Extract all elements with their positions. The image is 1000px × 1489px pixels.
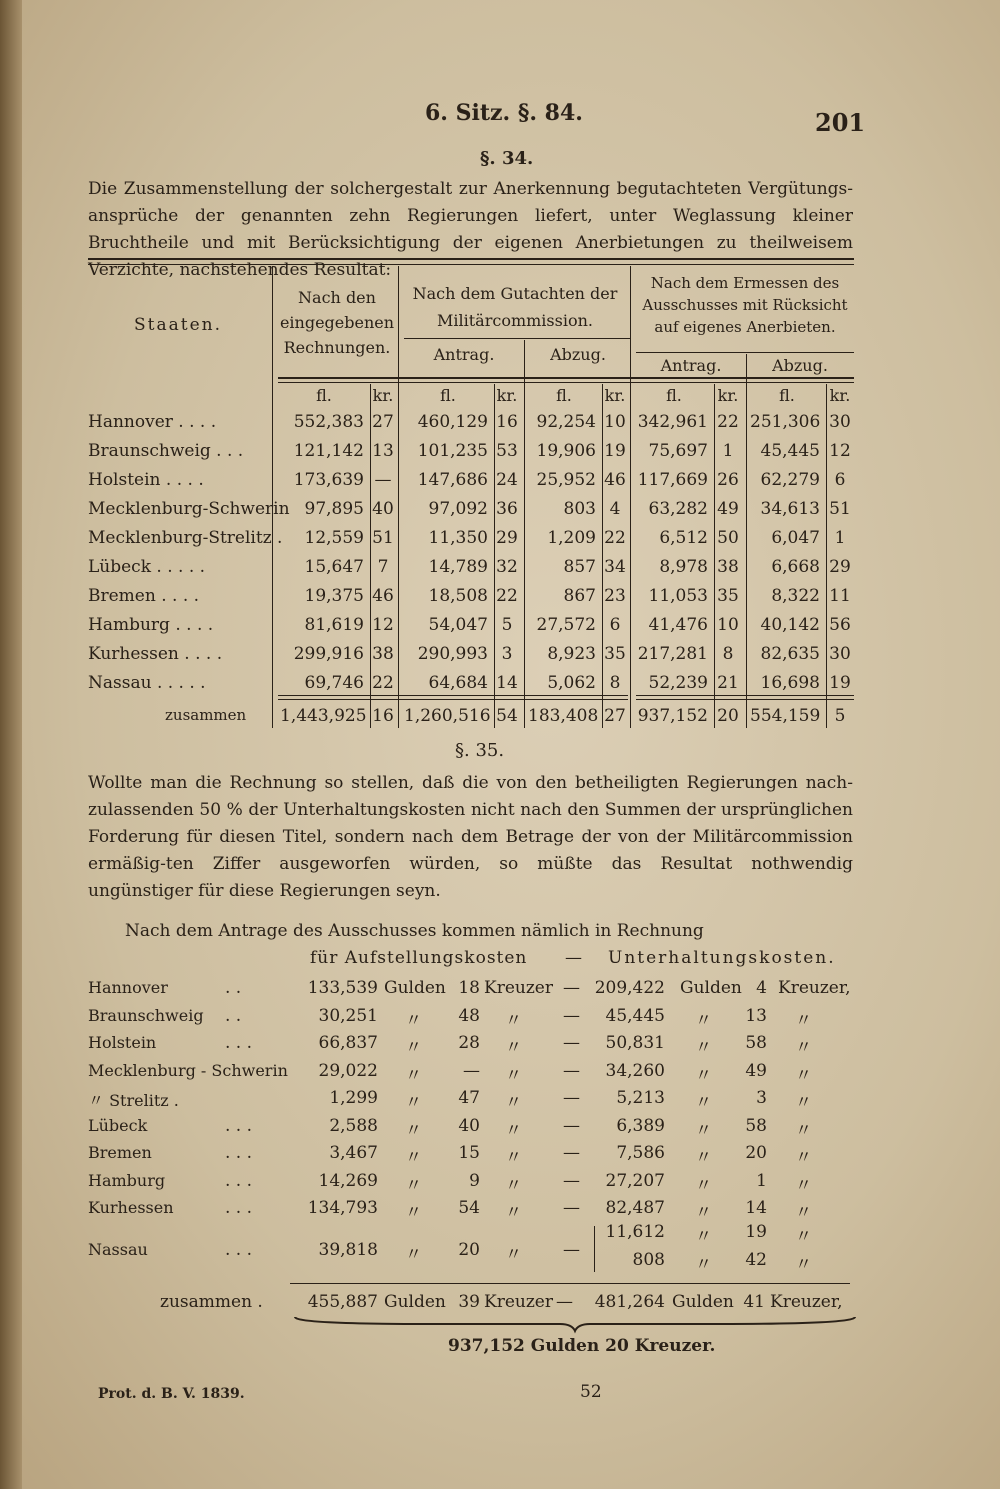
cell-kreuzer: 24: [496, 470, 518, 490]
row-aufstellung: 133,539: [307, 978, 378, 998]
header-abzug-1: Abzug.: [550, 345, 606, 364]
ditto-mark-icon: 〃: [795, 1148, 812, 1168]
cell-kreuzer: 3: [501, 644, 513, 664]
row-kr-2: 49: [745, 1060, 767, 1081]
header-unterhaltung: Unterhaltungskosten.: [608, 948, 836, 968]
row-unterhaltung: 82,487: [605, 1198, 665, 1218]
running-header: 6. Sitz. §. 84.: [425, 100, 583, 126]
row-unterhaltung: 50,831: [605, 1033, 665, 1053]
row-dots: . .: [225, 1005, 242, 1026]
row-kr-2: 3: [756, 1088, 767, 1108]
row-dots: . . .: [225, 1033, 253, 1053]
cell-kreuzer: 40: [372, 499, 394, 519]
cell-gulden: 45,445: [760, 441, 820, 461]
ditto-mark-icon: 〃: [405, 1065, 422, 1086]
row-kr-2: 13: [745, 1005, 767, 1026]
row-kr-1: 20: [458, 1240, 480, 1260]
cell-kreuzer: 21: [717, 673, 739, 693]
table-row-state: Hannover . . . .: [88, 412, 217, 432]
cell-kreuzer: 6: [834, 470, 846, 490]
ditto-mark-icon: 〃: [405, 1010, 422, 1031]
row-state: Mecklenburg - Schwerin: [88, 1060, 288, 1080]
row-kr-2: 14: [745, 1198, 767, 1218]
unit-fl-2: fl.: [440, 386, 456, 405]
cell-gulden: 54,047: [428, 615, 488, 635]
cell-gulden: 63,282: [648, 499, 708, 519]
row-dash: —: [563, 1060, 580, 1081]
unit-fl-4: fl.: [666, 386, 682, 405]
cell-gulden: 34,613: [760, 499, 820, 519]
row-kr-1: 9: [469, 1170, 480, 1191]
cell-gulden: 1,443,925: [280, 706, 367, 726]
cell-kreuzer: 32: [496, 557, 518, 577]
cell-kreuzer: 51: [829, 499, 851, 519]
cell-gulden: 8,322: [771, 586, 820, 606]
cell-gulden: 14,789: [428, 557, 488, 577]
row-kreuzer-1: Kreuzer: [484, 978, 553, 998]
ditto-mark-icon: 〃: [795, 1065, 812, 1086]
cell-gulden: 1,209: [547, 528, 596, 548]
cell-kreuzer: 46: [372, 586, 394, 606]
cell-kreuzer: 38: [372, 644, 394, 664]
ditto-mark-icon: 〃: [505, 1038, 522, 1058]
table-row-state: Kurhessen . . . .: [88, 644, 223, 664]
cell-gulden: 121,142: [293, 441, 364, 461]
cell-gulden: 217,281: [637, 644, 708, 664]
cell-kreuzer: 27: [604, 706, 626, 726]
cell-kreuzer: 10: [717, 615, 739, 635]
total-label: zusammen .: [160, 1292, 263, 1312]
cell-gulden: 52,239: [648, 673, 708, 693]
cell-kreuzer: 1: [722, 441, 734, 461]
ditto-mark-icon: 〃: [505, 1203, 522, 1223]
ditto-mark-icon: 〃: [505, 1148, 522, 1168]
unit-kr-2: kr.: [496, 386, 518, 405]
row-kr-1: 18: [458, 978, 480, 998]
ditto-mark-icon: 〃: [405, 1093, 422, 1113]
cell-kreuzer: 16: [372, 706, 394, 726]
cell-gulden: 554,159: [750, 706, 821, 726]
footer-source: Prot. d. B. V. 1839.: [98, 1386, 245, 1402]
row-dots: . . .: [225, 1240, 253, 1260]
cell-kreuzer: 29: [496, 528, 518, 548]
ditto-mark-icon: 〃: [695, 1120, 712, 1141]
cell-gulden: 97,895: [304, 499, 364, 519]
unit-fl-5: fl.: [779, 386, 795, 405]
cell-kreuzer: 10: [604, 412, 626, 432]
cell-gulden: 867: [563, 586, 596, 606]
cell-gulden: 97,092: [428, 499, 488, 519]
ditto-mark-icon: 〃: [795, 1010, 812, 1031]
ditto-mark-icon: 〃: [405, 1148, 422, 1168]
row-dash: —: [563, 1115, 580, 1136]
unit-kr-1: kr.: [372, 386, 394, 405]
ditto-mark-icon: 〃: [505, 1120, 522, 1141]
ditto-mark-icon: 〃: [795, 1203, 812, 1223]
row-unterhaltung: 6,389: [616, 1115, 665, 1136]
section-34-title: §. 34.: [480, 148, 534, 169]
cell-kreuzer: 22: [496, 586, 518, 606]
row-state: Bremen: [88, 1143, 152, 1162]
unit-kr-5: kr.: [829, 386, 851, 405]
row-dots: . .: [225, 978, 242, 998]
ditto-mark-icon: 〃: [795, 1175, 812, 1196]
cell-kreuzer: 22: [604, 528, 626, 548]
cell-gulden: 552,383: [293, 412, 364, 432]
cell-gulden: 11,053: [648, 586, 708, 606]
cell-kreuzer: 8: [609, 673, 621, 693]
cell-kreuzer: 30: [829, 644, 851, 664]
ditto-mark-icon: 〃: [795, 1120, 812, 1141]
cell-gulden: 40,142: [760, 615, 820, 635]
cell-gulden: 12,559: [304, 528, 364, 548]
cell-kreuzer: 49: [717, 499, 739, 519]
row-state: Braunschweig: [88, 1005, 204, 1025]
row-aufstellung: 2,588: [329, 1115, 378, 1136]
ditto-mark-icon: 〃: [405, 1245, 422, 1265]
ditto-mark-icon: 〃: [405, 1175, 422, 1196]
ditto-mark-icon: 〃: [795, 1255, 812, 1275]
cell-gulden: 92,254: [536, 412, 596, 432]
cell-kreuzer: 1: [834, 528, 846, 548]
row-kr-1: 28: [458, 1033, 480, 1053]
unit-fl-1: fl.: [316, 386, 332, 405]
table-row-state: Mecklenburg-Schwerin: [88, 499, 290, 519]
row-aufstellung: 14,269: [318, 1170, 378, 1191]
section-34-text: Die Zusammenstellung der solchergestalt zur Anerkennung begutachteten Vergütungs-ansprüche der genannten zehn Regierungen liefert, unter Weglassung kleiner Bruchtheile und mit Berücksichtigung der eigenen Anerbietungen zu theilweisem Verzichte, nachstehendes Resultat:: [88, 179, 853, 280]
ditto-mark-icon: 〃: [505, 1010, 522, 1031]
cell-kreuzer: 14: [496, 673, 518, 693]
row-kr-1: 15: [458, 1143, 480, 1163]
total-kreuzer-2: Kreuzer,: [770, 1292, 843, 1312]
cell-kreuzer: 38: [717, 557, 739, 577]
ditto-mark-icon: 〃: [695, 1227, 712, 1247]
cell-gulden: 8,978: [659, 557, 708, 577]
row-kr-2: 4: [756, 978, 767, 998]
table-row-state: Bremen . . . .: [88, 586, 200, 606]
cell-gulden: 1,260,516: [404, 706, 491, 726]
cell-kreuzer: 35: [717, 586, 739, 606]
curly-brace-icon: [290, 1314, 860, 1334]
ditto-mark-icon: 〃: [695, 1093, 712, 1113]
row-kr-1: —: [463, 1060, 480, 1081]
ditto-mark-icon: 〃: [405, 1038, 422, 1058]
page-number: 201: [815, 108, 866, 137]
row-state: Kurhessen: [88, 1198, 174, 1217]
row-aufstellung: 30,251: [318, 1005, 378, 1026]
cell-kreuzer: 20: [717, 706, 739, 726]
row-aufstellung: 29,022: [318, 1060, 378, 1081]
cell-kreuzer: 36: [496, 499, 518, 519]
cell-gulden: 5,062: [547, 673, 596, 693]
cell-gulden: 11,350: [428, 528, 488, 548]
table-row-state: Holstein . . . .: [88, 470, 204, 490]
row-kr-1: 48: [458, 1005, 480, 1026]
row-aufstellung: 39,818: [318, 1240, 378, 1260]
row-kr-2: 1: [756, 1170, 767, 1191]
section-35-text: Wollte man die Rechnung so stellen, daß die von den betheiligten Regierungen nach-zulassenden 50 % der Unterhaltungskosten nicht nach den Summen der ursprünglichen Forderung für diesen Titel, sondern nach dem Betrage der von der Militärcommission ermäßig-ten Ziffer ausgeworfen würden, so müßte das Resultat nothwendig ungünstiger für diese Regierungen seyn.: [88, 773, 853, 901]
row-unterhaltung: 7,586: [616, 1143, 665, 1163]
cell-gulden: 25,952: [536, 470, 596, 490]
table-row-state: Hamburg . . . .: [88, 615, 214, 635]
cell-kreuzer: 22: [717, 412, 739, 432]
total-kr-2: 41: [743, 1292, 765, 1312]
table-row-state: Lübeck . . . . .: [88, 557, 206, 577]
cell-gulden: 101,235: [417, 441, 488, 461]
cell-kreuzer: 5: [834, 706, 846, 726]
cell-gulden: 82,635: [760, 644, 820, 664]
header-abzug-2: Abzug.: [772, 356, 828, 375]
row-dots: . . .: [225, 1198, 253, 1218]
cell-kreuzer: 27: [372, 412, 394, 432]
row-state: 〃 Strelitz .: [88, 1091, 179, 1110]
row-dash: —: [563, 978, 580, 998]
cell-gulden: 6,047: [771, 528, 820, 548]
row-unterhaltung: 808: [632, 1250, 665, 1270]
cell-kreuzer: 30: [829, 412, 851, 432]
ditto-mark-icon: 〃: [695, 1010, 712, 1031]
cell-kreuzer: 13: [372, 441, 394, 461]
header-rechnungen: Nach den eingegebenen Rechnungen.: [279, 288, 395, 357]
cell-gulden: 460,129: [417, 412, 488, 432]
cell-kreuzer: 26: [717, 470, 739, 490]
row-aufstellung: 1,299: [329, 1088, 378, 1108]
row-state: Nassau: [88, 1240, 148, 1259]
cell-gulden: 64,684: [428, 673, 488, 693]
ditto-mark-icon: 〃: [695, 1038, 712, 1058]
ditto-mark-icon: 〃: [505, 1093, 522, 1113]
row-aufstellung: 66,837: [318, 1033, 378, 1053]
cell-gulden: 16,698: [760, 673, 820, 693]
section-35-title: §. 35.: [455, 740, 505, 761]
cell-gulden: 937,152: [637, 706, 708, 726]
cell-kreuzer: 53: [496, 441, 518, 461]
row-state: Holstein: [88, 1033, 157, 1052]
cell-gulden: 803: [563, 499, 596, 519]
cell-gulden: 251,306: [750, 412, 821, 432]
header-antrag-2: Antrag.: [660, 356, 722, 375]
row-dash: —: [563, 1170, 580, 1191]
ditto-mark-icon: 〃: [505, 1175, 522, 1196]
row-unterhaltung: 5,213: [616, 1088, 665, 1108]
row-kr-1: 47: [458, 1088, 480, 1108]
header-dash: —: [565, 948, 582, 968]
cell-kreuzer: 51: [372, 528, 394, 548]
cell-gulden: 6,668: [771, 557, 820, 577]
cell-gulden: 857: [563, 557, 596, 577]
row-kr-2: 19: [745, 1222, 767, 1242]
cell-kreuzer: 7: [377, 557, 389, 577]
cell-kreuzer: 8: [722, 644, 734, 664]
cell-kreuzer: 46: [604, 470, 626, 490]
row-state: Hannover: [88, 978, 168, 997]
cell-gulden: 6,512: [659, 528, 708, 548]
grand-total: 937,152 Gulden 20 Kreuzer.: [448, 1336, 716, 1356]
cell-gulden: 62,279: [760, 470, 820, 490]
cell-gulden: 75,697: [648, 441, 708, 461]
cell-kreuzer: 4: [609, 499, 621, 519]
row-unterhaltung: 209,422: [594, 978, 665, 998]
section-35-intro: Nach dem Antrage des Ausschusses kommen nämlich in Rechnung: [125, 921, 704, 941]
unit-kr-3: kr.: [604, 386, 626, 405]
footer-signature: 52: [580, 1382, 602, 1402]
cell-gulden: 8,923: [547, 644, 596, 664]
row-aufstellung: 134,793: [307, 1198, 378, 1218]
header-staaten: Staaten.: [134, 315, 222, 335]
total-unterhaltung: 481,264: [594, 1292, 665, 1312]
row-state: Lübeck: [88, 1115, 148, 1135]
cell-gulden: 342,961: [637, 412, 708, 432]
cell-gulden: 19,375: [304, 586, 364, 606]
row-aufstellung: 3,467: [329, 1143, 378, 1163]
table-row-state: Braunschweig . . .: [88, 441, 244, 461]
cell-gulden: 183,408: [528, 706, 599, 726]
header-ermessen: Nach dem Ermessen des Ausschusses mit Rücksicht auf eigenes Anerbieten.: [642, 274, 848, 336]
cell-kreuzer: 22: [372, 673, 394, 693]
cell-kreuzer: 23: [604, 586, 626, 606]
header-antrag-1: Antrag.: [433, 345, 495, 364]
total-aufstellung: 455,887: [307, 1292, 378, 1312]
ditto-mark-icon: 〃: [505, 1065, 522, 1086]
total-kreuzer-1: Kreuzer: [484, 1292, 553, 1312]
row-dots: . . .: [225, 1115, 253, 1136]
ditto-mark-icon: 〃: [795, 1093, 812, 1113]
row-dash: —: [563, 1240, 580, 1260]
total-gulden-1: Gulden: [384, 1292, 446, 1312]
ditto-mark-icon: 〃: [795, 1038, 812, 1058]
row-unterhaltung: 11,612: [605, 1222, 665, 1242]
row-kr-1: 54: [458, 1198, 480, 1218]
total-gulden-2: Gulden: [672, 1292, 734, 1312]
table-row-state: Nassau . . . . .: [88, 673, 206, 693]
cell-kreuzer: 5: [501, 615, 513, 635]
row-dots: . . .: [225, 1170, 253, 1191]
ditto-mark-icon: 〃: [695, 1255, 712, 1275]
cell-gulden: 117,669: [637, 470, 708, 490]
row-dash: —: [563, 1143, 580, 1163]
row-gulden-1: Gulden: [384, 978, 446, 998]
cell-gulden: 27,572: [536, 615, 596, 635]
total-dash: —: [556, 1292, 573, 1312]
row-kr-2: 42: [745, 1250, 767, 1270]
book-binding: [0, 0, 22, 1489]
cell-gulden: 19,906: [536, 441, 596, 461]
unit-kr-4: kr.: [717, 386, 739, 405]
ditto-mark-icon: 〃: [405, 1203, 422, 1223]
header-aufstellung: für Aufstellungskosten: [310, 948, 528, 968]
ditto-mark-icon: 〃: [405, 1120, 422, 1141]
ditto-mark-icon: 〃: [505, 1245, 522, 1265]
cell-gulden: 69,746: [304, 673, 364, 693]
cell-kreuzer: 19: [604, 441, 626, 461]
cell-kreuzer: 19: [829, 673, 851, 693]
unit-fl-3: fl.: [556, 386, 572, 405]
table-row-state: zusammen: [165, 706, 247, 724]
cell-kreuzer: 35: [604, 644, 626, 664]
cell-gulden: 15,647: [304, 557, 364, 577]
cell-kreuzer: 16: [496, 412, 518, 432]
cell-kreuzer: 54: [496, 706, 518, 726]
cell-gulden: 41,476: [648, 615, 708, 635]
row-state: Hamburg: [88, 1170, 166, 1190]
cell-kreuzer: —: [374, 470, 392, 490]
row-dash: —: [563, 1005, 580, 1026]
ditto-mark-icon: 〃: [695, 1065, 712, 1086]
row-dots: . . .: [225, 1143, 253, 1163]
cell-gulden: 147,686: [417, 470, 488, 490]
row-gulden-2: Gulden: [680, 978, 742, 998]
ditto-mark-icon: 〃: [695, 1203, 712, 1223]
row-kr-2: 58: [745, 1115, 767, 1136]
cell-gulden: 290,993: [417, 644, 488, 664]
ditto-mark-icon: 〃: [695, 1148, 712, 1168]
total-kr-1: 39: [458, 1292, 480, 1312]
cell-kreuzer: 12: [372, 615, 394, 635]
cell-kreuzer: 29: [829, 557, 851, 577]
cell-kreuzer: 56: [829, 615, 851, 635]
row-kreuzer-2: Kreuzer,: [778, 978, 851, 998]
cell-kreuzer: 50: [717, 528, 739, 548]
cell-gulden: 299,916: [293, 644, 364, 664]
row-kr-1: 40: [458, 1115, 480, 1136]
ditto-mark-icon: 〃: [795, 1227, 812, 1247]
ditto-mark-icon: 〃: [695, 1175, 712, 1196]
cell-kreuzer: 6: [609, 615, 621, 635]
header-gutachten: Nach dem Gutachten der Militärcommission.: [412, 284, 618, 330]
row-unterhaltung: 45,445: [605, 1005, 665, 1026]
cell-kreuzer: 12: [829, 441, 851, 461]
row-dash: —: [563, 1198, 580, 1218]
row-dash: —: [563, 1033, 580, 1053]
cell-kreuzer: 11: [829, 586, 851, 606]
row-kr-2: 58: [745, 1033, 767, 1053]
row-kr-2: 20: [745, 1143, 767, 1163]
cell-kreuzer: 34: [604, 557, 626, 577]
cell-gulden: 18,508: [428, 586, 488, 606]
row-unterhaltung: 27,207: [605, 1170, 665, 1191]
cell-gulden: 81,619: [304, 615, 364, 635]
table-row-state: Mecklenburg-Strelitz .: [88, 528, 283, 548]
row-dash: —: [563, 1088, 580, 1108]
cell-gulden: 173,639: [293, 470, 364, 490]
row-unterhaltung: 34,260: [605, 1060, 665, 1081]
